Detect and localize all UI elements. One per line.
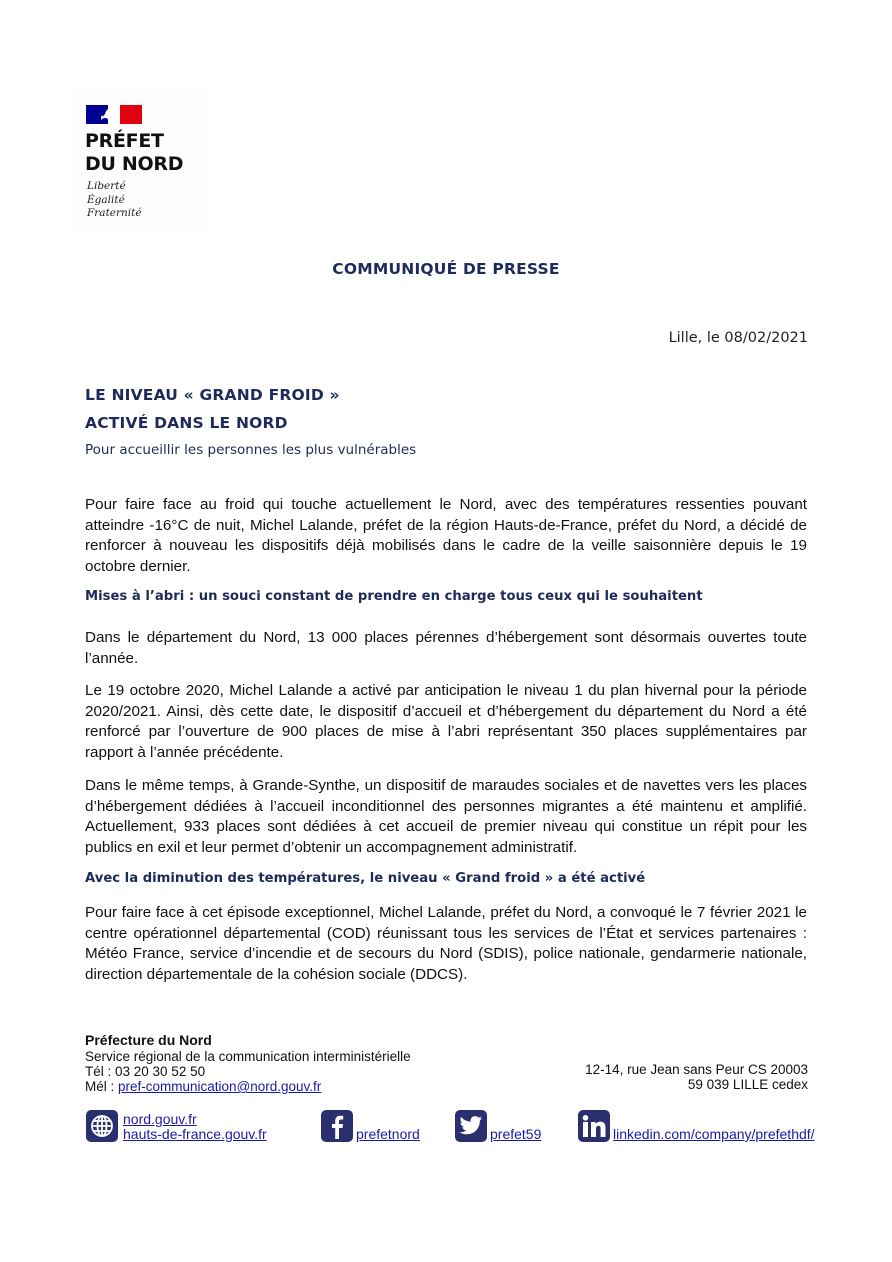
linkedin-link[interactable]: linkedin.com/company/prefethdf/	[613, 1126, 815, 1142]
globe-icon	[86, 1110, 118, 1142]
paragraph: Dans le département du Nord, 13 000 places pérennes d’hébergement sont désormais ouvertes toute l’année.	[85, 629, 807, 667]
footer-email-line: Mél : pref-communication@nord.gouv.fr	[85, 1079, 322, 1094]
prefet-logo	[72, 92, 208, 232]
section-1-title: Mises à l’abri : un souci constant de prendre en charge tous ceux qui le souhaitent	[85, 589, 703, 604]
paragraph: Le 19 octobre 2020, Michel Lalande a activé par anticipation le niveau 1 du plan hivernal pour la période 2020/2021. Ainsi, dès cette date, le dispositif d’accueil et d’hébergement du département du Nord a été renforcé par l’ouverture de 900 places de mise à l’abri représentant 350 places supplémentaires par rapport à l’année précédente.	[85, 682, 807, 761]
paragraph: Dans le même temps, à Grande-Synthe, un dispositif de maraudes sociales et de navettes vers les places d’hébergement dédiées à l’accueil inconditionnel des personnes migrantes a été maintenu et amplifié. Actuellement, 933 places sont dédiées à cet accueil de premier niveau qui constitue un répit pour les publics en exil et leur permet d’obtenir un accompagnement administratif.	[85, 777, 807, 856]
date-line: Lille, le 08/02/2021	[668, 330, 808, 346]
footer-phone: Tél : 03 20 30 52 50	[85, 1064, 206, 1079]
footer-contact	[85, 1049, 411, 1094]
logo-title: PRÉFET DU NORD	[85, 130, 184, 175]
email-link[interactable]: pref-communication@nord.gouv.fr	[118, 1079, 322, 1094]
footer-service: Service régional de la communication interministérielle	[85, 1049, 411, 1064]
headline-line-2: ACTIVÉ DANS LE NORD	[85, 414, 288, 432]
intro-paragraph: Pour faire face au froid qui touche actuellement le Nord, avec des températures ressenties pouvant atteindre -16°C de nuit, Michel Lalande, préfet de la région Hauts-de-France, préfet du Nord, a décidé de renforcer à nouveau les dispositifs déjà mobilisés dans le cadre de la veille saisonnière depuis le 19 octobre dernier.	[85, 496, 807, 575]
linkedin-icon[interactable]	[578, 1110, 610, 1142]
footer-address: 12-14, rue Jean sans Peur CS 20003 59 039 LILLE cedex	[585, 1062, 808, 1092]
facebook-icon[interactable]	[321, 1110, 353, 1142]
footer-organization: Préfecture du Nord	[85, 1032, 212, 1048]
section-2-title: Avec la diminution des températures, le niveau « Grand froid » a été activé	[85, 871, 646, 886]
logo-motto: Liberté Égalité Fraternité	[87, 180, 142, 219]
twitter-icon[interactable]	[455, 1110, 487, 1142]
twitter-link[interactable]: prefet59	[490, 1126, 542, 1142]
web-links	[123, 1112, 267, 1142]
facebook-link[interactable]: prefetnord	[356, 1126, 420, 1142]
nord-gouv-link[interactable]: nord.gouv.fr	[123, 1111, 197, 1127]
headline-subtitle: Pour accueillir les personnes les plus vulnérables	[85, 442, 417, 458]
headline-line-1: LE NIVEAU « GRAND FROID »	[85, 386, 340, 404]
document-type: COMMUNIQUÉ DE PRESSE	[332, 260, 560, 278]
hdf-gouv-link[interactable]: hauts-de-france.gouv.fr	[123, 1126, 267, 1142]
paragraph: Pour faire face à cet épisode exceptionnel, Michel Lalande, préfet du Nord, a convoqué le 7 février 2021 le centre opérationnel départemental (COD) réunissant tous les services de l’État et services partenaires : Météo France, service d’incendie et de secours du Nord (SDIS), police nationale, gendarmerie nationale, direction départementale de la cohésion sociale (DDCS).	[85, 904, 807, 983]
marianne-flag-icon	[86, 105, 142, 124]
